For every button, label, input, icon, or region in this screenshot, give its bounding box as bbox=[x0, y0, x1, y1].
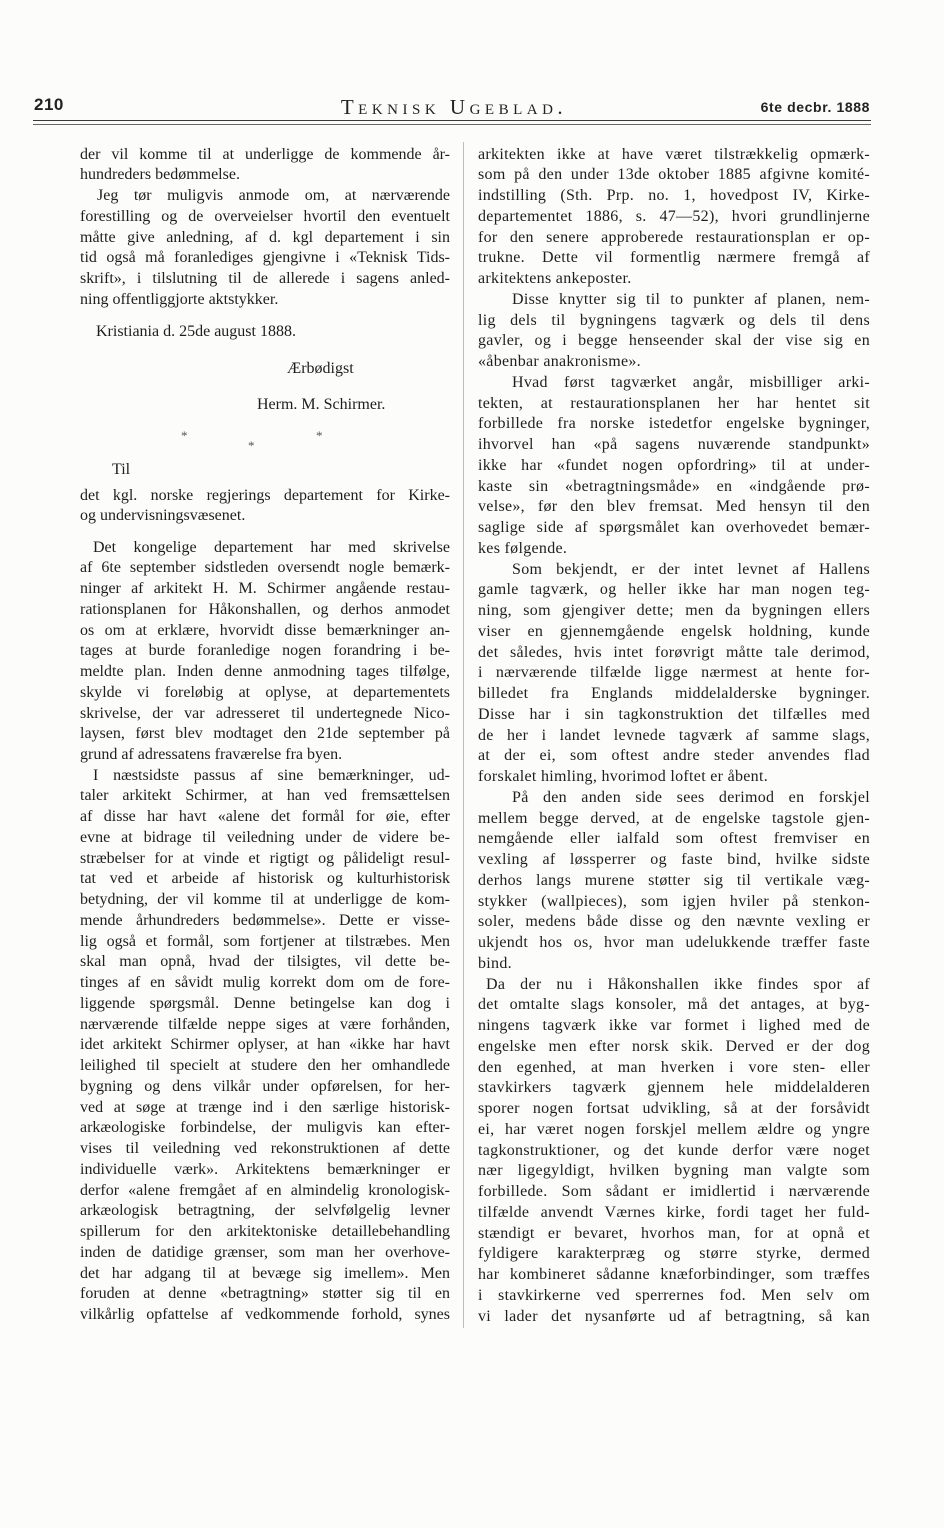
text-line: forbillede fra norske istedetfor engelske bygninger, bbox=[478, 415, 870, 433]
text-line: billedet fra Englands middelalderske bygninger. bbox=[478, 685, 870, 702]
text-line: leilighed til specielt at studere den her omhandlede bbox=[80, 1057, 450, 1074]
signature: Herm. M. Schirmer. bbox=[257, 395, 386, 413]
text-line: tat ved et arbeide af historisk og kulturhistorisk bbox=[80, 870, 450, 888]
text-line: i stavkirkerne ved sperrernes fod. Men selv om bbox=[478, 1286, 870, 1304]
text-line: mellem begge derved, at de engelske tagstole gjen- bbox=[478, 809, 870, 827]
text-line: lig dels til bygningens tagværk og dels til dens bbox=[478, 311, 870, 329]
journal-title: Teknisk Ugeblad. bbox=[340, 95, 568, 119]
text-line: der vil komme til at underligge de kommende år- bbox=[80, 145, 450, 163]
text-line: arkæologisk betragtning, der selvfølgelig levner bbox=[80, 1202, 450, 1220]
place-date: Kristiania d. 25de august 1888. bbox=[96, 322, 296, 340]
text-line: gavler, og i begge henseender skal der vise sig en bbox=[478, 332, 870, 350]
text-line: stavkirkers tagværk gjennem hele middelalderen bbox=[478, 1079, 870, 1097]
text-line: nemgående eller ialfald som oftest fremviser en bbox=[478, 830, 870, 848]
text-line: velse», før den blev fremsat. Med hensyn til den bbox=[478, 498, 870, 516]
text-line: Det kongelige departement har med skrivelse bbox=[93, 538, 450, 556]
text-line: tagkonstruktioner, og det kunde derfor være noget bbox=[478, 1141, 870, 1159]
text-line: forbillede. Som sådant er imidlertid i nærværende bbox=[478, 1183, 870, 1200]
text-line: ning, som gjengiver dette; men da bygningen ellers bbox=[478, 602, 870, 619]
text-line: taler arkitekt Schirmer, at han ved fremsættelsen bbox=[80, 787, 450, 805]
text-line: de her i landet levnede tagværk af samme slags, bbox=[478, 726, 870, 744]
text-line: Jeg tør muligvis anmode om, at nærværende bbox=[97, 187, 450, 204]
text-line: departementet 1886, s. 47—52), hvori grundlinjerne bbox=[478, 207, 870, 225]
text-line: derfor «alene fremgået af en almindelig kronologisk- bbox=[80, 1181, 450, 1199]
paragraph bbox=[80, 186, 450, 311]
text-line: Da der nu i Håkonshallen ikke findes spor af bbox=[486, 975, 870, 993]
text-line: trukne. Dette vil formentlig nærmere fremgå af bbox=[478, 249, 870, 267]
address-to: Til bbox=[112, 460, 131, 478]
text-line: nær ligegyldigt, hvilken bygning man valgte som bbox=[478, 1162, 870, 1180]
text-line: ikke har «fundet nogen opfordring» til at under- bbox=[478, 456, 870, 474]
text-line: stændigt er bevaret, hvorhos man, for at opnå et bbox=[478, 1224, 870, 1242]
text-line: betydning, der vil komme til at underligge de kom- bbox=[80, 891, 450, 908]
text-line: arkæologiske forbindelse, der muligvis kan efter- bbox=[80, 1119, 450, 1137]
text-line: tid også må foranlediges gjengivne i «Teknisk Tids- bbox=[80, 249, 450, 267]
text-line: skylde vi foreløbig at oplyse, at departementets bbox=[80, 683, 450, 701]
text-line: ukjendt hos os, hvor man udelukkende træffer faste bbox=[478, 934, 870, 951]
column-rule bbox=[463, 142, 464, 1328]
text-line: stræbelser for at vinde et rigtigt og pålideligt resul- bbox=[80, 849, 450, 867]
text-line: har kombineret sådanne knæforbindinger, som træffes bbox=[478, 1266, 870, 1283]
issue-date: 6te decbr. 1888 bbox=[760, 99, 870, 115]
paragraph bbox=[478, 975, 870, 1328]
paragraph bbox=[80, 766, 450, 1326]
text-line: arkitekten ikke at have været tilstrækkelig opmærk- bbox=[478, 145, 870, 163]
text-line: foruden at denne «betragtning» støtter sig til en bbox=[80, 1285, 450, 1303]
text-line: rationsplanen for Håkonshallen, og derhos anmodet bbox=[80, 600, 450, 618]
text-line: «åbenbar anakronisme». bbox=[478, 353, 641, 370]
text-line: gamle tagværk, og heller ikke har man nogen teg- bbox=[478, 581, 870, 599]
text-line: vilkårlig opfattelse af vedkommende forhold, synes bbox=[80, 1306, 450, 1323]
text-line: sporer nogen fortsat udvikling, så at der forsåvidt bbox=[478, 1100, 870, 1117]
text-line: vises til veiledning ved rekonstruktionen af dette bbox=[80, 1140, 450, 1157]
text-line: måtte give anledning, af d. kgl departement i sin bbox=[80, 228, 450, 246]
text-line: individuelle værk». Arkitektens bemærkninger er bbox=[80, 1160, 450, 1178]
address bbox=[80, 486, 450, 528]
text-line: inden de datidige grænser, som man her overhove- bbox=[80, 1243, 450, 1261]
text-line: ning offentliggjorte aktstykker. bbox=[80, 290, 279, 308]
text-line: spillerum for den arkitektoniske detaillebehandling bbox=[80, 1223, 450, 1240]
text-line: af 6te september sidstleden oversendt nogle bemærk- bbox=[80, 559, 450, 577]
text-line: ei, har været nogen forskjel mellem ældre og yngre bbox=[478, 1120, 870, 1138]
text-line: viser en gjennemgående engelsk holdning, kunde bbox=[478, 622, 870, 640]
text-line: tages at burde foranledige nogen forandring i be- bbox=[80, 642, 450, 660]
separator-asterisk: * bbox=[248, 438, 255, 453]
salutation: Ærbødigst bbox=[287, 359, 354, 377]
text-line: vi lader det nysanførte ud af betragtning, så kan bbox=[478, 1307, 870, 1325]
text-line: det således, hvis intet forøvrigt måtte tale derimod, bbox=[478, 643, 870, 661]
text-line: den egenhed, at man hverken i vore sten- eller bbox=[478, 1058, 870, 1076]
text-line: kaste sin «betragtningsmåde» en «indgående prø- bbox=[478, 477, 870, 495]
text-line: mende århundreders bedømmelse». Dette er visse- bbox=[80, 911, 450, 929]
text-line: evne at bidrage til veiledning under de videre be- bbox=[80, 828, 450, 846]
text-line: laysen, først blev modtaget den 21de september på bbox=[80, 725, 450, 743]
text-line: forskalet himling, hvorimod loftet er åbent. bbox=[478, 768, 769, 785]
page-number: 210 bbox=[34, 95, 64, 114]
text-line: meldte plan. Inden denne anmodning tages tilfølge, bbox=[80, 663, 450, 680]
left-column-top bbox=[80, 145, 450, 311]
separator-asterisk: * bbox=[181, 428, 188, 443]
right-column bbox=[478, 145, 870, 1328]
text-line: lig også et formål, som fortjener at tilstræbes. Men bbox=[80, 932, 450, 950]
text-line: vexling af løssperrer og faste bind, hvilke sidste bbox=[478, 851, 870, 868]
text-line: derhos langs murene støtter sig til vertikale væg- bbox=[478, 871, 870, 889]
text-line: liggende spørgsmål. Denne betingelse kan dog i bbox=[80, 994, 450, 1012]
text-line: stykker (wallpieces), som igjen hviler på stenkon- bbox=[478, 892, 870, 910]
text-line: Disse har i sin tagkonstruktion det tilfælles med bbox=[478, 705, 870, 723]
paragraph bbox=[478, 290, 870, 373]
text-line: Disse knytter sig til to punkter af planen, nem- bbox=[512, 290, 870, 308]
text-line: ved at søge at trænge ind i den særlige historisk- bbox=[80, 1098, 450, 1116]
text-line: for den senere approberede restaurationsplan er op- bbox=[478, 228, 870, 246]
text-line: os om at erklære, hvorvidt disse bemærkninger an- bbox=[80, 621, 450, 639]
paragraph bbox=[478, 373, 870, 560]
paragraph bbox=[80, 538, 450, 766]
text-line: og undervisningsvæsenet. bbox=[80, 507, 246, 525]
text-line: soler, medens både disse og den nævnte vexling er bbox=[478, 913, 870, 931]
text-line: det omtalte slags konsoler, må det antages, at byg- bbox=[478, 996, 870, 1014]
text-line: indstilling (Sth. Prp. no. 1, hovedpost IV, Kirke- bbox=[478, 187, 870, 204]
text-line: ihvorvel han «på sagens nuværende standpunkt» bbox=[478, 436, 870, 453]
text-line: arkitektens ankeposter. bbox=[478, 270, 632, 287]
header-rule bbox=[33, 120, 871, 125]
text-line: nærværende tilfælde neppe siges at være forhånden, bbox=[80, 1015, 450, 1033]
text-line: bygning og dens vilkår under opførelsen, for her- bbox=[80, 1077, 450, 1095]
separator-asterisk: * bbox=[316, 428, 323, 443]
text-line: På den anden side sees derimod en forskjel bbox=[512, 788, 870, 806]
text-line: fyldigere karakterpræg og større styrke, dermed bbox=[478, 1245, 870, 1263]
text-line: ningens tagværk ikke var formet i lighed med de bbox=[478, 1017, 870, 1034]
text-line: hundreders bedømmelse. bbox=[80, 166, 240, 184]
text-line: saglige side af spørgsmålet kan overhovedet bemær- bbox=[478, 519, 870, 536]
text-line: det kgl. norske regjerings departement for Kirke- bbox=[80, 486, 450, 504]
text-line: ninger af arkitekt H. M. Schirmer angående restau- bbox=[80, 580, 450, 597]
text-line: skrivelse, der var adresseret til undertegnede Nico- bbox=[80, 704, 450, 722]
text-line: i nærværende tilfælde ligge nærmest at hente for- bbox=[478, 664, 870, 682]
paragraph bbox=[478, 788, 870, 975]
text-line: det har adgang til at bevæge sig imellem». Men bbox=[80, 1264, 450, 1282]
text-line: grund af adressatens fraværelse fra byen. bbox=[80, 746, 343, 763]
text-line: bind. bbox=[478, 954, 512, 972]
text-line: af disse har havt «alene det formål for øie, efter bbox=[80, 808, 450, 825]
text-line: tekten, at restaurationsplanen her har hentet sit bbox=[478, 394, 870, 412]
text-line: forestilling og de overveielser hvortil den eventuelt bbox=[80, 207, 450, 225]
text-line: tilfælde anvendt Værnes kirke, fordi taget her fuld- bbox=[478, 1203, 870, 1221]
paragraph bbox=[80, 145, 450, 187]
text-line: kes følgende. bbox=[478, 539, 568, 557]
text-line: idet arkitekt Schirmer oplyser, at han «ikke har havt bbox=[80, 1036, 450, 1054]
text-line: som på den under 13de oktober 1885 afgivne komité- bbox=[478, 166, 870, 184]
paragraph bbox=[478, 560, 870, 788]
text-line: at der ei, som oftest andre steder anvendes flad bbox=[478, 747, 870, 765]
text-line: skal man opnå, hvad der tilsigtes, vil dette be- bbox=[80, 953, 450, 971]
text-line: skrift», i tilslutning til de allerede i sagens anled- bbox=[80, 270, 450, 287]
paragraph bbox=[478, 145, 870, 290]
text-line: Hvad først tagværket angår, misbilliger arki- bbox=[512, 373, 870, 391]
text-line: Som bekjendt, er der intet levnet af Hallens bbox=[512, 560, 870, 578]
text-line: engelske men efter norsk skik. Derved er der dog bbox=[478, 1037, 870, 1055]
text-line: tinges af en såvidt mulig korrekt dom om de fore- bbox=[80, 974, 450, 991]
text-line: I næstsidste passus af sine bemærkninger, ud- bbox=[93, 766, 450, 784]
